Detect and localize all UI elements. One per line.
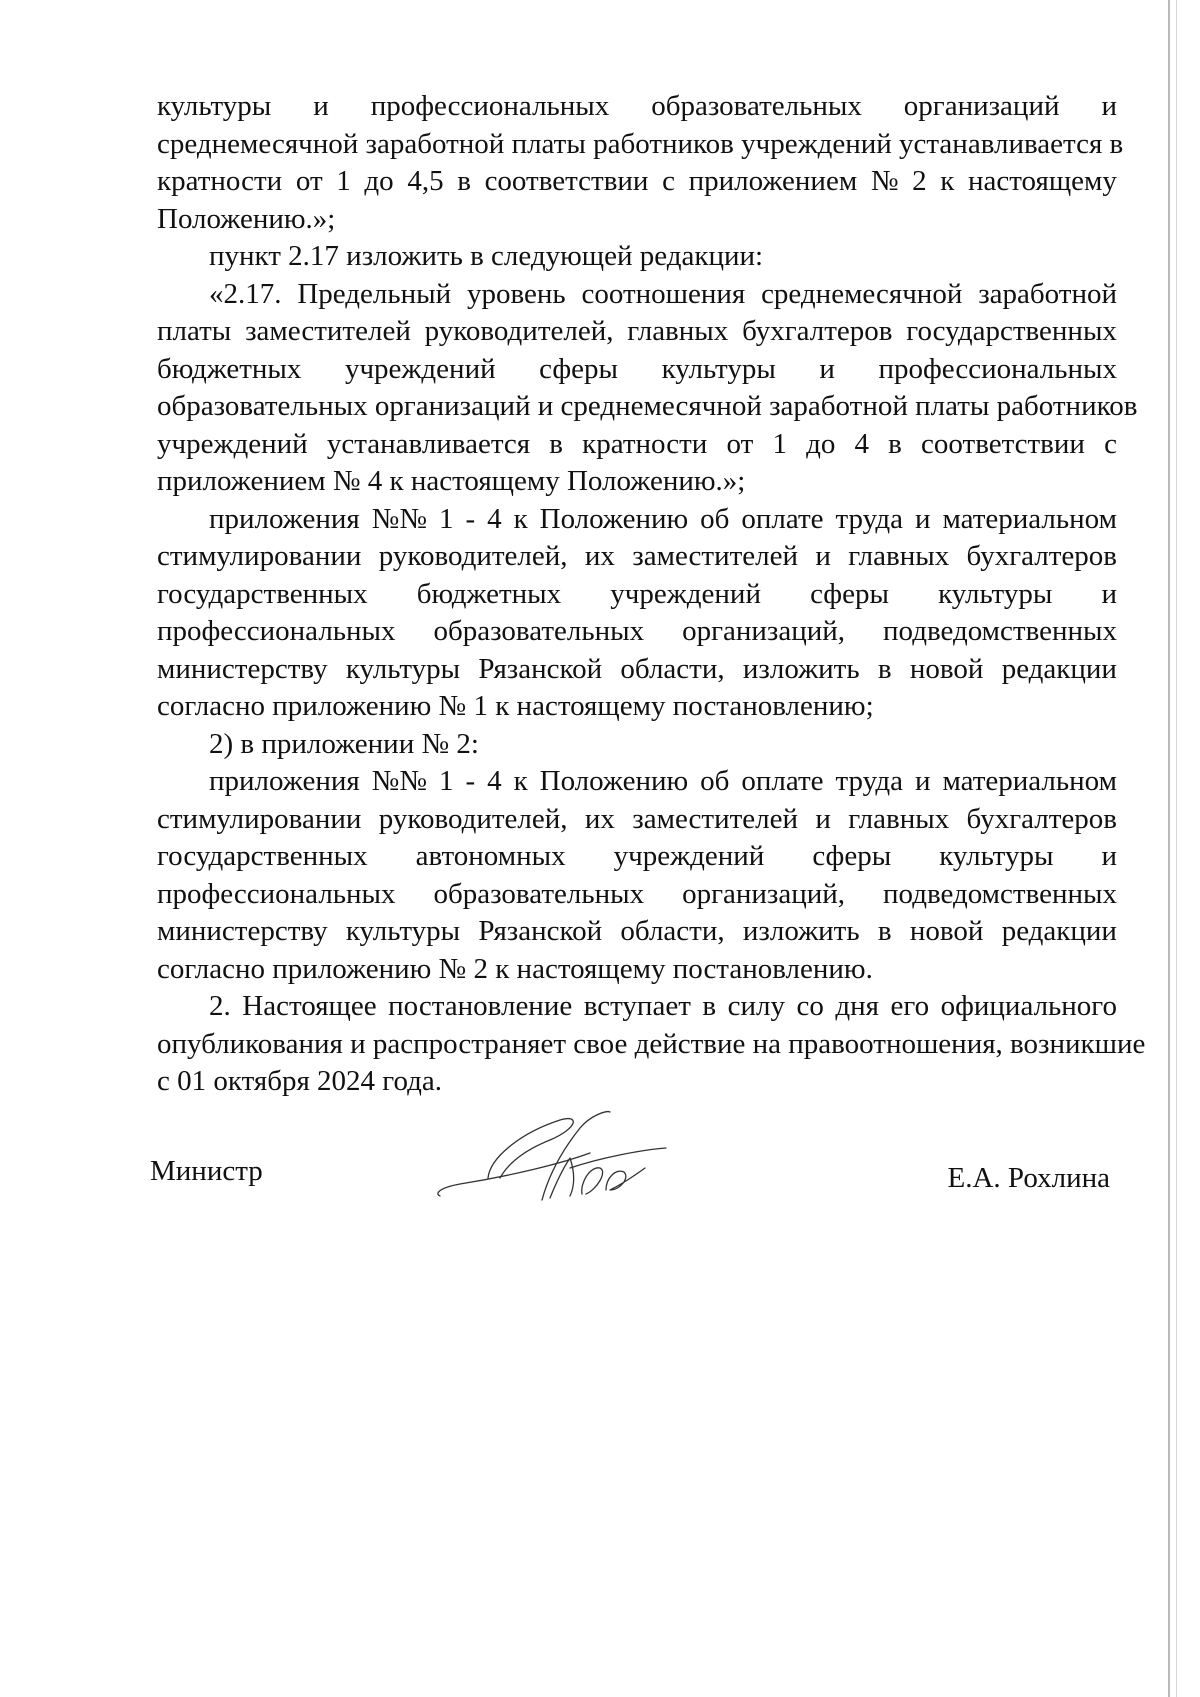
text-word: Рязанской [478,915,603,947]
text-word: 4 [487,502,502,535]
text-line [157,276,1117,314]
text-word: - [465,502,476,535]
text-word: к [513,765,528,797]
text-line [157,501,1117,539]
text-word: приложением [688,165,858,197]
text-word: и [815,540,831,572]
text-word: стимулировании [157,802,362,835]
text-word: автономных [415,840,566,872]
text-line [157,763,1117,801]
text-line [157,463,1117,501]
text-word: области, [620,652,725,685]
text-line [157,951,1117,989]
text-word: постановление [388,990,573,1022]
text-word: до [806,427,836,460]
text-word: 1 [336,165,351,197]
text-word: министерству [157,915,328,947]
text-word: платы [157,315,232,347]
text-word: дня [835,990,880,1022]
text-word: Предельный [297,277,452,310]
text-word: вступает [583,990,691,1022]
text-word: бухгалтеров [966,540,1117,572]
text-word: в [877,652,892,685]
text-word: их [584,802,615,835]
text-line [157,388,1138,426]
text-word: культуры [661,352,776,385]
text-word: главных [627,315,729,347]
text-word: профессиональных [157,877,396,910]
text-word: среднемесячной заработной платы работников учреждений устанавливается в [157,127,1124,160]
text-word: 2 [912,165,927,197]
text-word: и [1101,840,1117,872]
text-line [157,163,1117,201]
text-line [157,913,1117,951]
text-word: 1 [772,427,787,460]
signatory-title: Министр [150,1155,263,1187]
text-word: 4 [487,765,502,797]
text-word: образовательных организаций и среднемесячной заработной платы работников [157,390,1138,422]
text-word: и [819,352,835,385]
text-word: среднемесячной [761,277,963,310]
text-word: материальном [942,502,1117,535]
text-word: приложения [209,765,360,797]
text-word: профессиональных [878,352,1117,385]
text-word: 2. [209,990,231,1022]
text-word: сферы [810,577,889,610]
text-word: сферы [539,352,619,385]
text-word: руководителей, [424,315,614,347]
text-word: «2.17. [209,277,282,310]
text-word: настоящему [968,165,1117,197]
text-word: культуры [938,577,1053,610]
scan-edge-line [1168,0,1170,1697]
text-line [157,651,1117,689]
text-word: и [1101,577,1117,610]
text-word: официального [940,990,1117,1022]
text-word: стимулировании [157,540,362,572]
text-word: 2) в приложении № 2: [209,727,479,760]
text-word: пункт 2.17 изложить в следующей редакции: [209,240,764,272]
text-word: соответствии [921,427,1085,460]
text-word: в [877,915,892,947]
text-word: образовательных [433,877,645,910]
text-line [157,688,1117,726]
text-word: до [364,165,394,197]
text-word: заработной [978,277,1117,310]
text-word: с [662,165,675,197]
text-word: учреждений [613,840,765,872]
text-word: культуры [345,915,461,947]
text-word: кратности [157,165,283,197]
text-word: Рязанской [478,652,603,685]
text-word: в [888,427,902,460]
text-word: руководителей, [378,540,568,572]
text-word: согласно приложению № 1 к настоящему постановлению; [157,690,874,722]
text-word: Положению [539,765,689,797]
text-word: приложением № 4 к настоящему Положению.»; [157,465,746,497]
text-word: культуры [939,840,1054,872]
text-word: №№ [371,765,428,797]
text-line [157,726,1117,764]
text-word: учреждений [157,427,308,460]
text-word: культуры [345,652,461,685]
text-word: организаций [903,90,1060,122]
text-word: государственных [906,315,1117,347]
text-word: их [584,540,615,572]
text-word: материальном [942,765,1117,797]
text-line [157,876,1117,914]
text-word: в [702,990,717,1022]
text-word: устанавливается [326,427,531,460]
text-word: труда [835,502,903,535]
text-word: заместителей [632,540,799,572]
text-line [157,201,1117,239]
text-word: об [700,765,730,797]
text-word: № [870,165,899,197]
text-line [157,988,1117,1026]
text-word: изложить [742,652,860,685]
text-word: главных [848,802,950,835]
text-word: об [700,502,730,535]
text-word: сферы [812,840,892,872]
text-line [157,426,1117,464]
text-line [157,126,1124,164]
body-text [157,88,1146,1101]
text-word: Настоящее [242,990,377,1022]
text-word: 4,5 [407,165,444,197]
text-word: бухгалтеров [742,315,893,347]
text-word: и [815,802,831,835]
text-word: Положению.»; [157,202,336,235]
text-word: и [914,502,931,535]
text-word: редакции [1001,915,1117,947]
text-word: соответствии [484,165,649,197]
text-word: учреждений [344,352,496,385]
text-word: редакции [1001,652,1117,685]
text-word: образовательных [433,615,645,647]
text-word: согласно приложению № 2 к настоящему постановлению. [157,952,873,985]
text-word: приложения [209,502,360,535]
text-line [157,351,1117,389]
text-word: от [295,165,323,197]
text-word: подведомственных [883,615,1117,647]
text-line [157,613,1117,651]
text-line [157,576,1117,614]
text-line [157,313,1117,351]
handwritten-signature-icon [430,1098,700,1218]
text-word: профессиональных [157,615,396,647]
text-word: силу [727,990,785,1022]
text-word: изложить [742,915,860,947]
text-word: в [457,165,471,197]
text-word: в [549,427,563,460]
text-word: к [513,502,528,535]
text-word: организаций, [682,877,846,910]
text-word: с 01 октября 2024 года. [157,1065,443,1097]
text-word: его [890,990,930,1022]
text-line [157,238,1117,276]
text-word: 1 [438,765,454,797]
text-word: подведомственных [883,877,1117,910]
text-word: 1 [438,502,454,535]
text-word: образовательных [651,90,862,122]
text-word: и [914,765,931,797]
text-word: профессиональных [370,90,610,122]
signatory-name: Е.А. Рохлина [947,1162,1110,1194]
text-word: заместителей [245,315,411,347]
scan-edge-line-secondary [1176,0,1177,1697]
text-word: от [726,427,754,460]
text-line [157,1063,1117,1101]
text-word: государственных [157,840,368,872]
text-word: Положению [539,502,689,535]
text-word: и [313,90,329,122]
text-line [157,1026,1146,1064]
text-word: труда [835,765,903,797]
text-word: государственных [157,577,368,610]
text-word: кратности [582,427,708,460]
text-line [157,88,1117,126]
text-word: бюджетных [157,352,302,385]
text-word: уровень [466,277,566,310]
text-word: со [796,990,824,1022]
text-line [157,538,1117,576]
text-word: бюджетных [416,577,562,610]
text-word: к [940,165,955,197]
text-word: - [465,765,476,797]
text-word: с [1104,427,1117,460]
text-word: организаций, [682,615,846,647]
text-word: учреждений [610,577,761,610]
text-line [157,838,1117,876]
text-word: 4 [854,427,870,460]
text-word: министерству [157,652,328,685]
text-word: оплате [741,502,824,535]
text-word: бухгалтеров [966,802,1117,835]
text-word: и [1101,90,1117,122]
text-word: области, [620,915,725,947]
text-word: оплате [741,765,824,797]
text-word: главных [848,540,950,572]
text-word: заместителей [632,802,799,835]
text-word: новой [909,652,984,685]
text-word: культуры [157,90,272,122]
text-word: руководителей, [378,802,568,835]
text-word: соотношения [581,277,746,310]
text-word: новой [909,915,984,947]
text-word: опубликования и распространяет свое действие на правоотношения, возникшие [157,1027,1146,1060]
text-word: №№ [371,502,428,535]
text-line [157,801,1117,839]
